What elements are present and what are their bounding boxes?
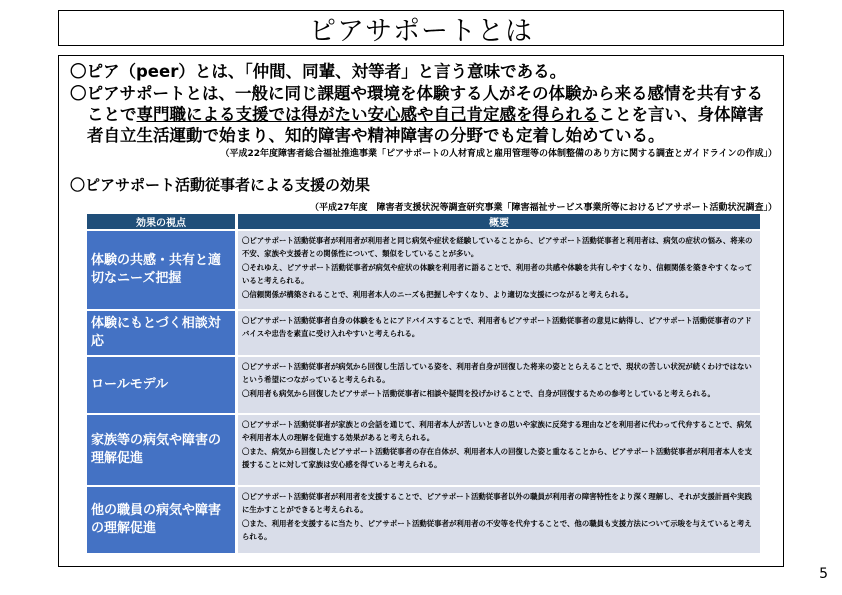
header-viewpoint: 効果の視点	[87, 214, 238, 229]
header-summary: 概要	[238, 214, 760, 229]
peer-support-line2-a: ことで	[87, 105, 137, 124]
table-row	[87, 357, 760, 413]
peer-support-underlined: 専門職による支援では得がたい安心感や自己肯定感を得られる	[136, 105, 599, 124]
viewpoint-cell: ロールモデル	[87, 357, 238, 413]
summary-item: 〇ピアサポート活動従事者が利用者を支援することで、ピアサポート活動従事者以外の職員が利用者の障害特性をより深く理解し、それが支援計画や実践に生かすことができると考えられる。	[242, 492, 752, 514]
peer-support-line3: 者自立生活運動で始まり、知的障害や精神障害の分野でも定着し始めている。	[87, 126, 665, 145]
effects-table	[87, 212, 760, 555]
peer-support-line2	[70, 104, 770, 125]
page-number: 5	[819, 566, 828, 582]
summary-cell	[238, 415, 760, 485]
citation-h27: （平成27年度 障害者支援状況等調査研究事業「障害福祉サービス事業所等におけるピアサポート活動状況調査」）	[309, 203, 777, 213]
viewpoint-cell: 他の職員の病気や障害の理解促進	[87, 487, 238, 553]
summary-item: 〇また、病気から回復したピアサポート活動従事者の存在自体が、利用者本人の回復した姿と重なることから、ピアサポート活動従事者が利用者本人を支援することに対して家族は安心感を得ていると考えられる。	[242, 447, 752, 469]
table-row	[87, 415, 760, 485]
summary-item: 〇利用者も病気から回復したピアサポート活動従事者に相談や疑問を投げかけることで、自身が回復するための参考としていると考えられる。	[242, 389, 715, 398]
effects-heading: 〇ピアサポート活動従事者による支援の効果	[70, 176, 371, 194]
table-header-row	[87, 214, 760, 229]
summary-item: 〇信頼関係が構築されることで、利用者本人のニーズも把握しやすくなり、より適切な支援につながると考えられる。	[242, 290, 634, 299]
peer-support-line1: 〇ピアサポートとは、一般に同じ課題や環境を体験する人がその体験から来る感情を共有する	[70, 84, 763, 103]
slide-title-box	[58, 10, 784, 46]
summary-item: 〇それゆえ、ピアサポート活動従事者が病気や症状の体験を利用者に語ることで、利用者の共感や体験を共有しやすくなり、信頼関係を築きやすくなっていると考えられる。	[242, 263, 753, 285]
table-row	[87, 311, 760, 355]
summary-cell	[238, 311, 760, 355]
summary-cell	[238, 487, 760, 553]
table-row	[87, 231, 760, 309]
citation-h22: （平成22年度障害者総合福祉推進事業「ピアサポートの人材育成と雇用管理等の体制整備のあり方に関する調査とガイドラインの作成」）	[220, 149, 777, 159]
main-content-box	[58, 55, 784, 567]
peer-support-definition	[70, 83, 770, 146]
table-row	[87, 487, 760, 553]
summary-cell	[238, 357, 760, 413]
viewpoint-cell: 体験の共感・共有と適切なニーズ把握	[87, 231, 238, 309]
summary-item: 〇ピアサポート活動従事者が家族との会話を通じて、利用者本人が苦しいときの思いや家族に反発する理由などを利用者に代わって代弁することで、病気や利用者本人の理解を促進する効果があると考えられる。	[242, 420, 752, 442]
summary-item: 〇ピアサポート活動従事者自身の体験をもとにアドバイスすることで、利用者もピアサポート活動従事者の意見に納得し、ピアサポート活動従事者のアドバイスや忠告を素直に受け入れやすいと考えられる。	[242, 316, 752, 338]
summary-item: 〇ピアサポート活動従事者が利用者が利用者と同じ病気や症状を経験していることから、ピアサポート活動従事者と利用者は、病気の症状の悩み、将来の不安、家族や支援者との関係性について、類似をしていることが多い。	[242, 236, 753, 258]
peer-support-line2-c: ことを言い、身体障害	[598, 105, 764, 124]
summary-item: 〇また、利用者を支援するに当たり、ピアサポート活動従事者が利用者の不安等を代弁することで、他の職員も支援方法について示唆を与えていると考えられる。	[242, 519, 752, 541]
summary-item: 〇ピアサポート活動従事者が病気から回復し生活している姿を、利用者自身が回復した将来の姿ととらえることで、現状の苦しい状況が続くわけではないという希望につながっていると考えられる。	[242, 362, 752, 384]
viewpoint-cell: 体験にもとづく相談対応	[87, 311, 238, 355]
summary-cell	[238, 231, 760, 309]
viewpoint-cell: 家族等の病気や障害の理解促進	[87, 415, 238, 485]
slide-title: ピアサポートとは	[309, 15, 533, 47]
peer-definition: 〇ピア（peer）とは、「仲間、同輩、対等者」と言う意味である。	[70, 62, 567, 81]
